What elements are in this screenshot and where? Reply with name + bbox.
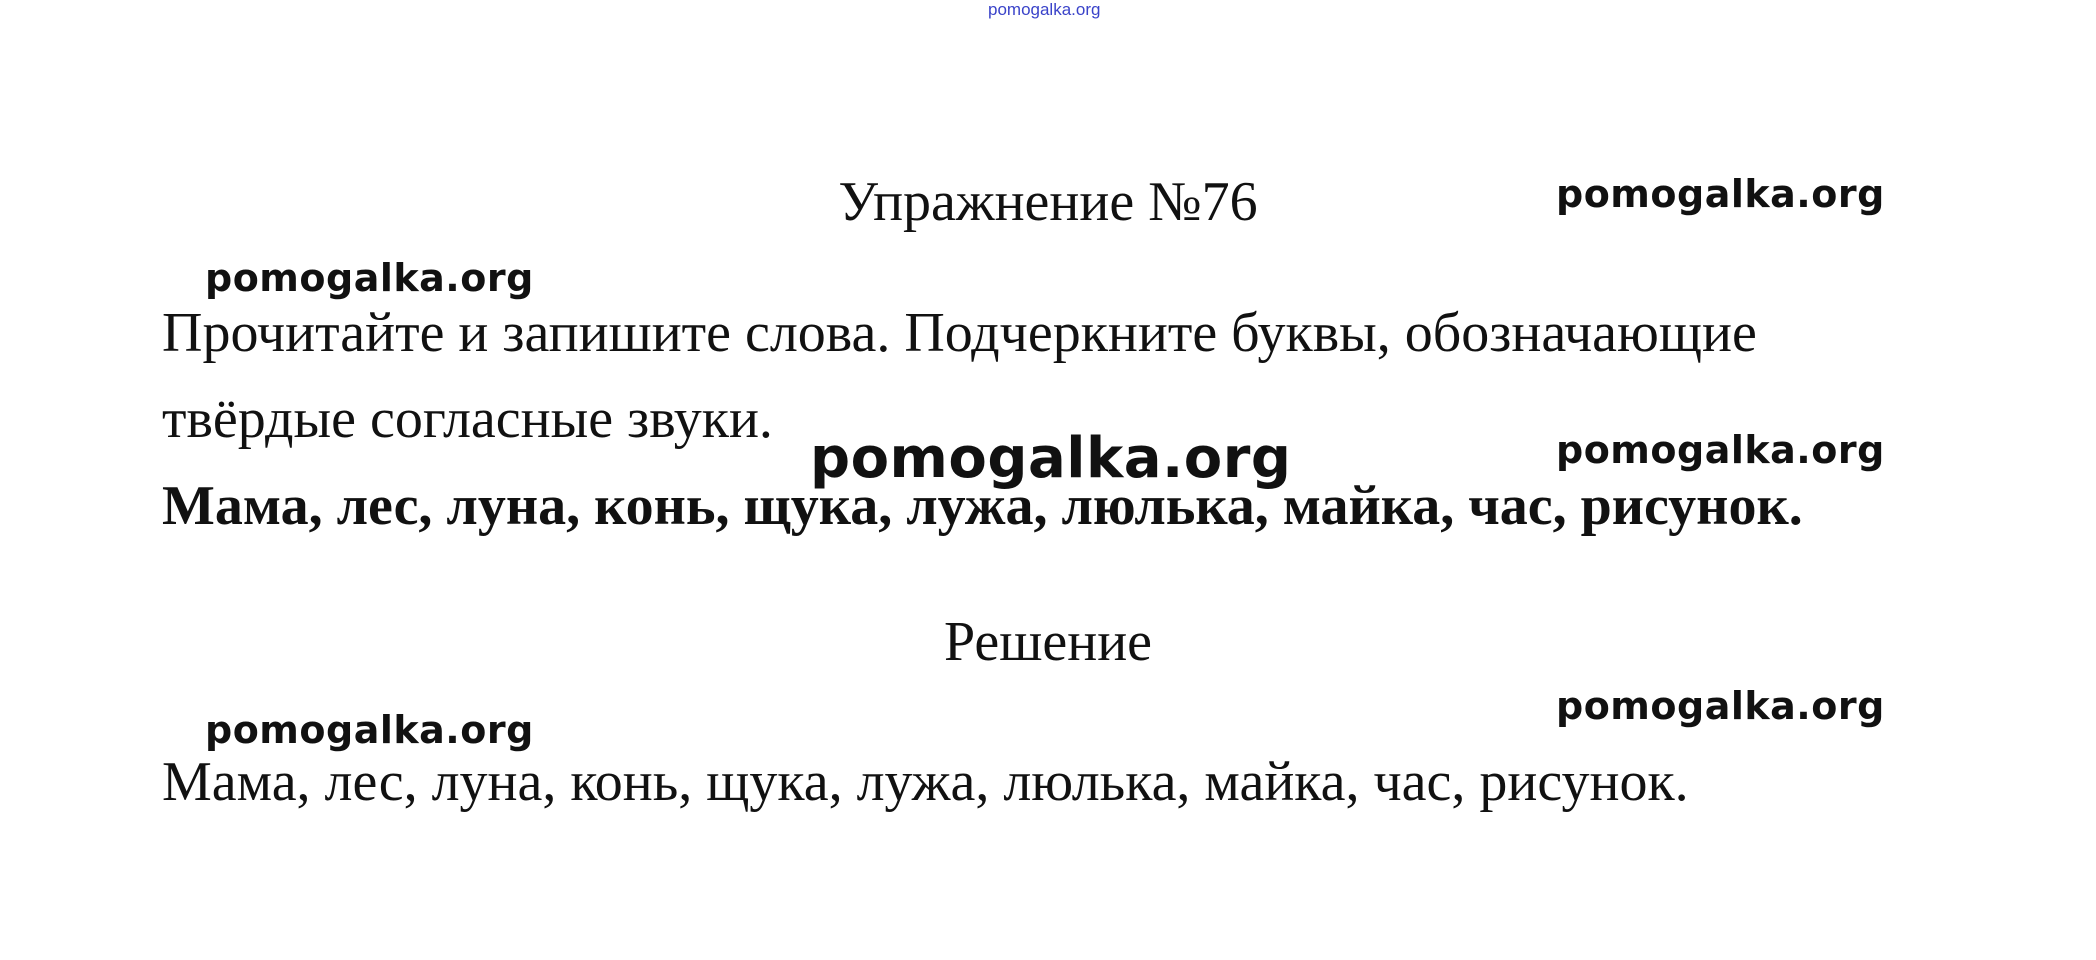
task-line-2: твёрдые согласные звуки. [162, 388, 773, 450]
exercise-title-text: Упражнение №76 [838, 171, 1258, 233]
site-link[interactable]: pomogalka.org [988, 0, 1101, 19]
task-line-1: Прочитайте и запишите слова. Подчеркните буквы, обозначающие [162, 302, 1757, 364]
solution-heading: Решение [943, 611, 1153, 673]
watermark: pomogalka.org [1556, 684, 1885, 728]
watermark: pomogalka.org [205, 708, 534, 752]
word-list: Мама, лес, луна, конь, щука, лужа, люлька, майка, час, рисунок. [162, 475, 1803, 537]
solution-answer: Мама, лес, луна, конь, щука, лужа, люлька, майка, час, рисунок. [162, 751, 1689, 813]
watermark: pomogalka.org [1556, 428, 1885, 472]
watermark: pomogalka.org [1556, 172, 1885, 216]
watermark: pomogalka.org [810, 426, 1292, 491]
watermark: pomogalka.org [205, 256, 534, 300]
